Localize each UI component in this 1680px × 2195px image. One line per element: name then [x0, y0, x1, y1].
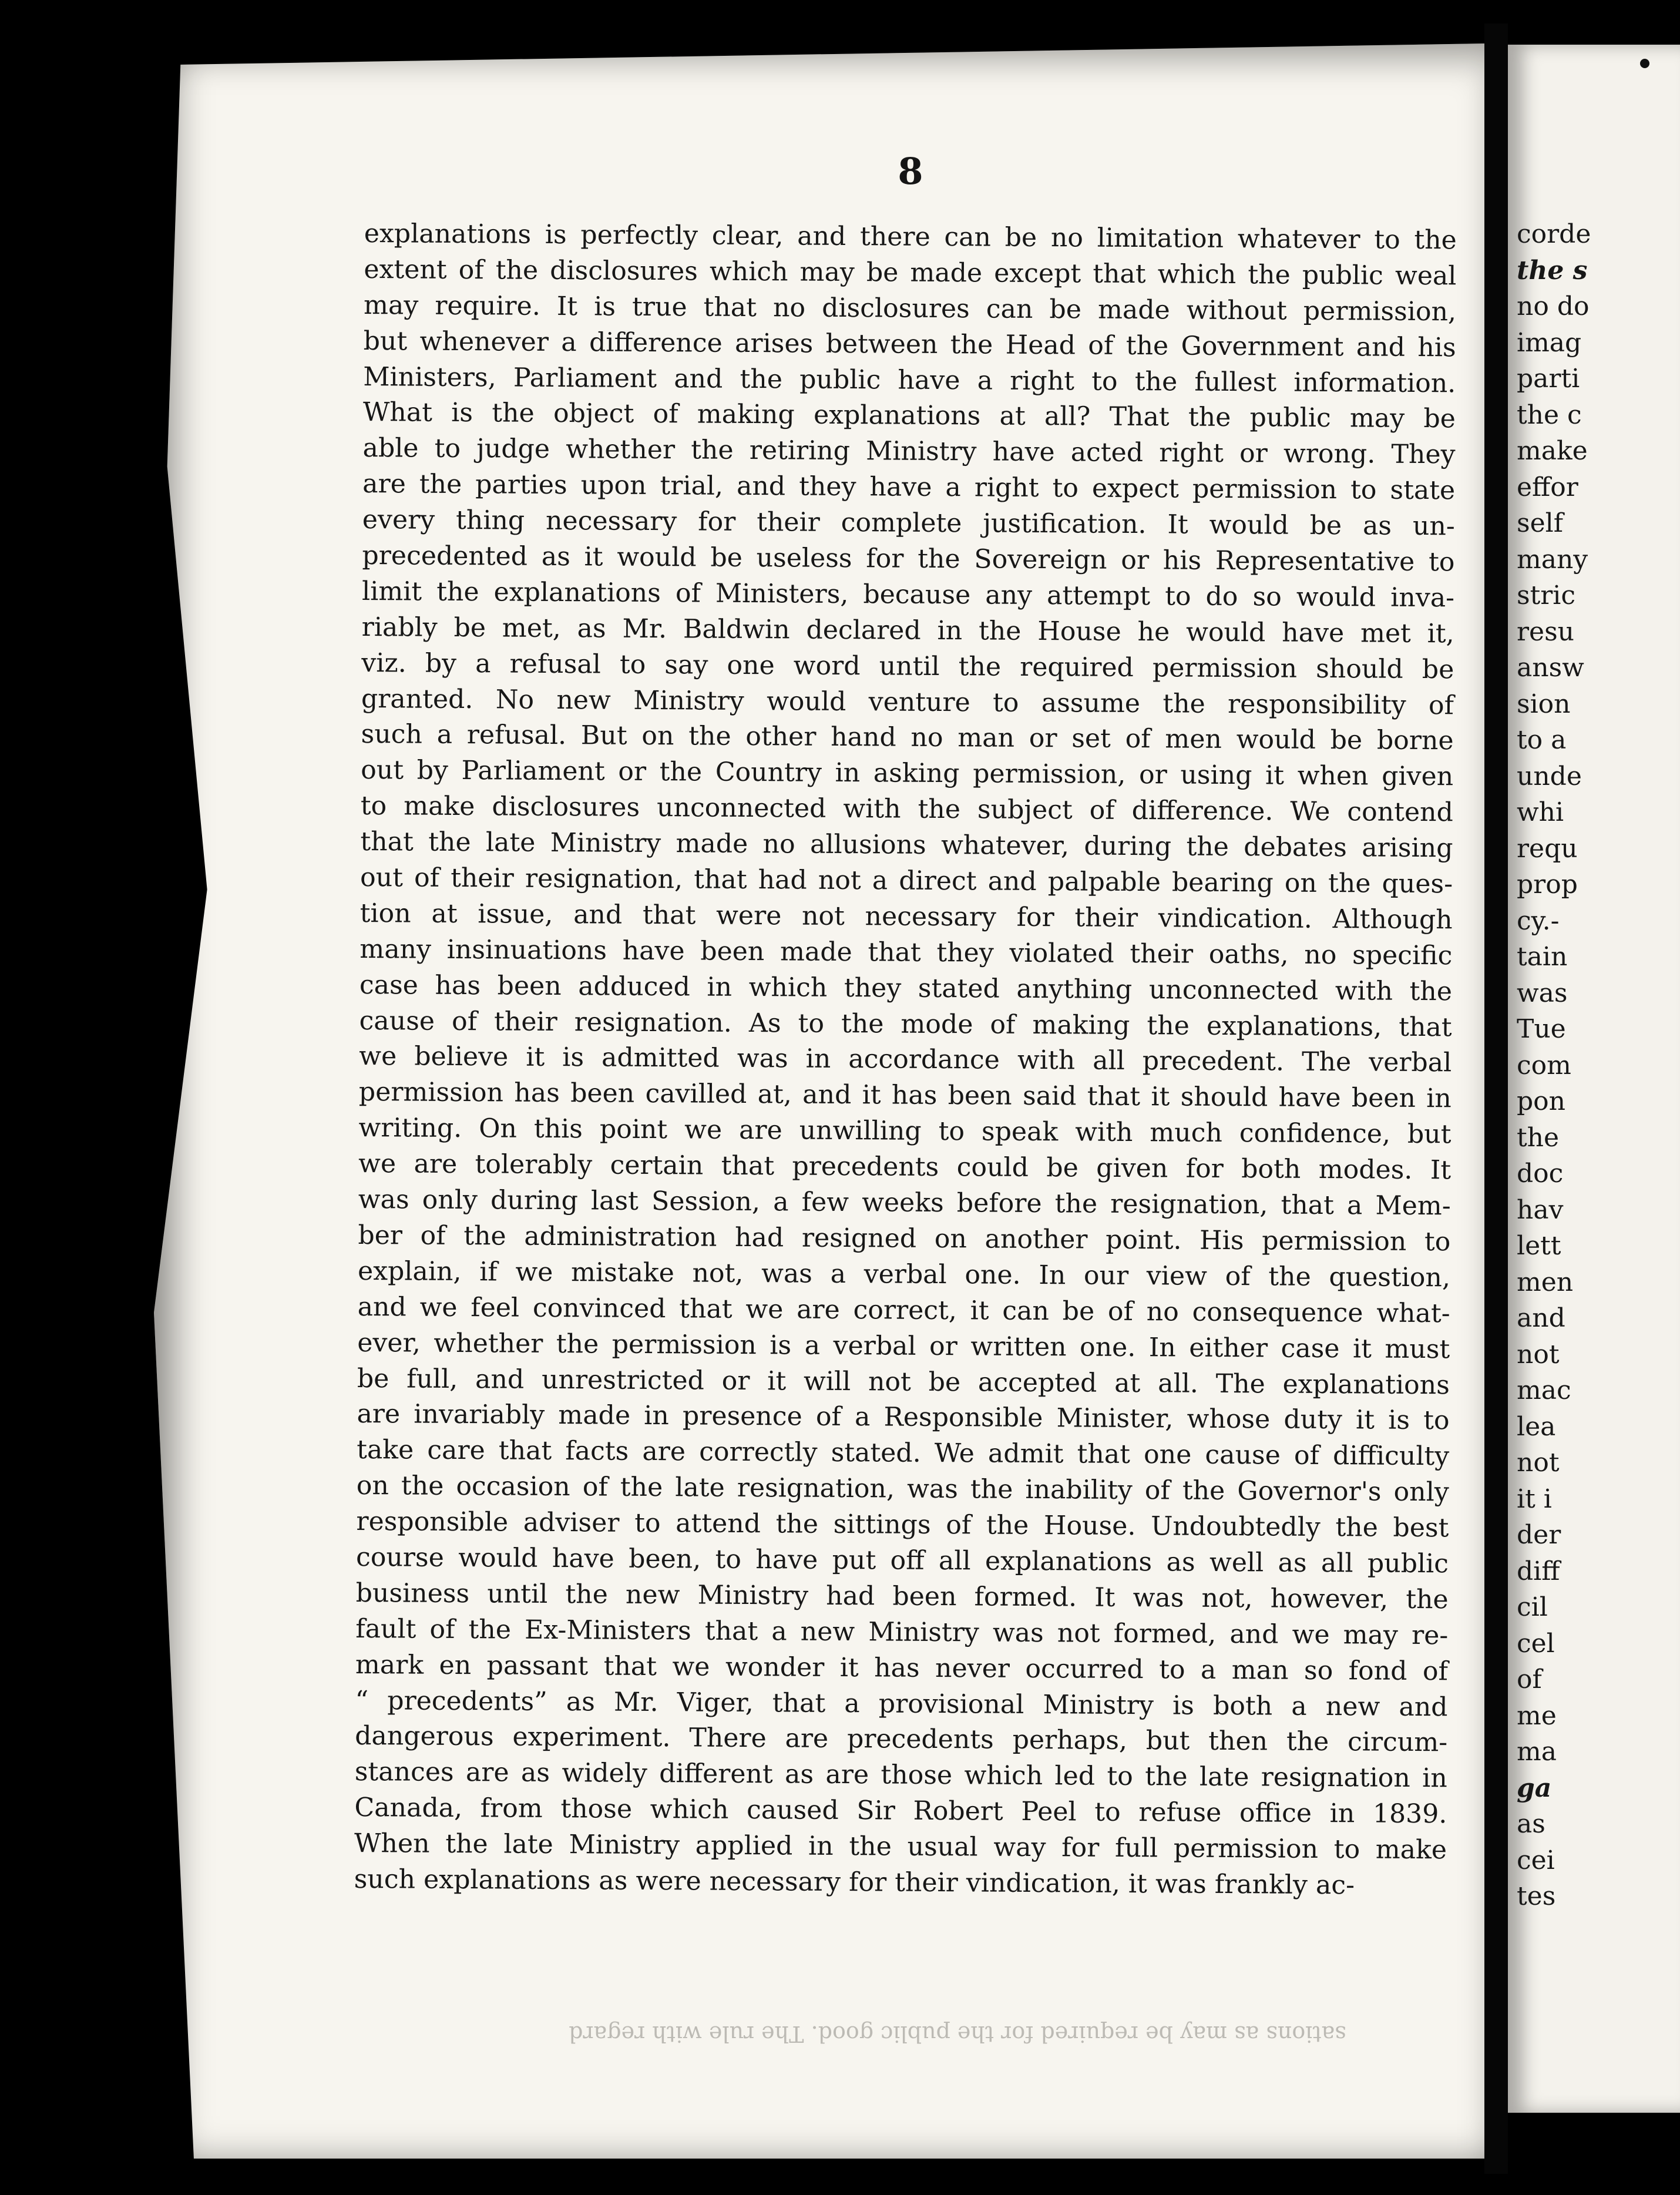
text-line: every thing necessary for their complete justification. It would be as un-: [362, 505, 1455, 542]
text-line: explanations is perfectly clear, and there can be no limitation whatever to the: [364, 218, 1457, 256]
facing-text-line: com: [1517, 1050, 1571, 1080]
text-line: are the parties upon trial, and they have a right to expect permission to state: [362, 469, 1456, 506]
text-line: be full, and unrestricted or it will not be accepted at all. The explanations: [357, 1363, 1450, 1400]
page-gutter: [1484, 24, 1508, 2174]
facing-text-line: ga: [1517, 1773, 1552, 1803]
text-line: mark en passant that we wonder it has never occurred to a man so fond of: [355, 1649, 1449, 1686]
text-line: such a refusal. But on the other hand no man or set of men would be borne: [361, 719, 1454, 756]
facing-text-line: as: [1517, 1809, 1545, 1839]
facing-text-line: mac: [1517, 1375, 1571, 1405]
facing-text-line: doc: [1517, 1159, 1564, 1189]
facing-text-line: unde: [1517, 761, 1582, 791]
text-line: case has been adduced in which they stated anything unconnected with the: [359, 969, 1453, 1007]
facing-text-line: effor: [1517, 472, 1578, 502]
text-line: viz. by a refusal to say one word until the required permission should be: [361, 647, 1454, 685]
facing-text-line: cil: [1517, 1592, 1548, 1622]
text-line: but whenever a difference arises between the Head of the Government and his: [363, 325, 1456, 363]
facing-text-line: pon: [1517, 1086, 1565, 1116]
text-line: was only during last Session, a few weeks before the resignation, that a Mem-: [358, 1184, 1451, 1221]
text-line: such explanations as were necessary for their vindication, it was frankly ac-: [354, 1864, 1355, 1901]
facing-text-line: of: [1517, 1664, 1542, 1694]
text-line: writing. On this point we are unwilling to speak with much confidence, but: [358, 1113, 1451, 1150]
facing-text-line: stric: [1517, 580, 1576, 610]
facing-text-line: me: [1517, 1700, 1557, 1731]
text-line: riably be met, as Mr. Baldwin declared in the House he would have met it,: [361, 612, 1454, 649]
body-text: [354, 216, 1457, 1904]
facing-text-line: whi: [1517, 797, 1564, 827]
facing-text-line: many: [1517, 544, 1588, 575]
facing-text-line: make: [1517, 436, 1588, 466]
text-line: and we feel convinced that we are correct, it can be of no consequence what-: [357, 1291, 1450, 1329]
facing-text-line: lea: [1517, 1411, 1556, 1442]
facing-text-line: hav: [1517, 1194, 1564, 1225]
facing-text-line: the c: [1517, 400, 1582, 430]
facing-page-text: [1517, 216, 1680, 1915]
text-line: Canada, from those which caused Sir Robert Peel to refuse office in 1839.: [354, 1793, 1447, 1830]
text-line: precedented as it would be useless for the Sovereign or his Representative to: [362, 541, 1455, 578]
facing-text-line: ma: [1517, 1737, 1557, 1767]
facing-text-line: corde: [1517, 219, 1591, 249]
facing-text-line: men: [1517, 1267, 1574, 1297]
text-line: we are tolerably certain that precedents could be given for both modes. It: [358, 1149, 1451, 1186]
facing-text-line: tes: [1517, 1881, 1556, 1911]
text-line: take care that facts are correctly stated. We admit that one cause of difficulty: [357, 1435, 1450, 1472]
text-line: on the occasion of the late resignation, was the inability of the Governor's only: [356, 1471, 1449, 1508]
facing-text-line: diff: [1517, 1556, 1560, 1586]
facing-text-line: tain: [1517, 942, 1568, 972]
facing-text-line: lett: [1517, 1231, 1561, 1261]
facing-text-line: imag: [1517, 327, 1582, 358]
show-through-line: sations as may be required for the public good. The rule with regard: [569, 2021, 1346, 2047]
text-line: explain, if we mistake not, was a verbal one. In our view of the question,: [357, 1256, 1451, 1293]
facing-text-line: not: [1517, 1339, 1560, 1370]
facing-text-line: prop: [1517, 870, 1578, 900]
facing-text-line: resu: [1517, 616, 1574, 647]
ink-dot: [1640, 59, 1649, 68]
page-number: 8: [898, 150, 923, 193]
text-line: fault of the Ex-Ministers that a new Ministry was not formed, and we may re-: [355, 1613, 1449, 1651]
text-line: business until the new Ministry had been formed. It was not, however, the: [355, 1578, 1449, 1615]
facing-text-line: Tue: [1517, 1014, 1566, 1044]
text-line: stances are as widely different as are those which led to the late resignation in: [354, 1757, 1447, 1794]
text-line: What is the object of making explanations at all? That the public may be: [362, 397, 1456, 434]
text-line: responsible adviser to attend the sittings of the House. Undoubtedly the best: [356, 1506, 1449, 1543]
text-line: out by Parliament or the Country in asking permission, or using it when given: [361, 755, 1454, 792]
text-line: extent of the disclosures which may be made except that which the public weal: [364, 254, 1457, 291]
facing-text-line: self: [1517, 508, 1563, 538]
text-line: out of their resignation, that had not a direct and palpable bearing on the ques-: [359, 862, 1453, 900]
text-line: dangerous experiment. There are precedents perhaps, but then the circum-: [355, 1721, 1448, 1758]
text-line: are invariably made in presence of a Responsible Minister, whose duty it is to: [357, 1399, 1450, 1436]
facing-text-line: cel: [1517, 1628, 1555, 1659]
facing-text-line: parti: [1517, 364, 1580, 394]
text-line: granted. No new Ministry would venture to assume the responsibility of: [361, 683, 1454, 720]
text-line: cause of their resignation. As to the mode of making the explanations, that: [359, 1005, 1452, 1042]
text-line: Ministers, Parliament and the public have a right to the fullest information.: [363, 361, 1456, 398]
text-line: “ precedents” as Mr. Viger, that a provisional Ministry is both a new and: [355, 1685, 1448, 1722]
facing-text-line: it i: [1517, 1484, 1552, 1514]
facing-text-line: cei: [1517, 1845, 1555, 1875]
facing-text-line: no do: [1517, 291, 1590, 321]
text-line: ever, whether the permission is a verbal or written one. In either case it must: [357, 1327, 1450, 1364]
text-line: limit the explanations of Ministers, because any attempt to do so would inva-: [361, 576, 1455, 613]
text-line: tion at issue, and that were not necessary for their vindication. Although: [359, 898, 1453, 935]
text-line: we believe it is admitted was in accordance with all precedent. The verbal: [359, 1041, 1452, 1078]
facing-text-line: requ: [1517, 833, 1578, 864]
text-line: When the late Ministry applied in the usual way for full permission to make: [354, 1828, 1447, 1865]
facing-text-line: der: [1517, 1520, 1561, 1550]
facing-text-line: was: [1517, 978, 1568, 1008]
text-line: may require. It is true that no disclosures can be made without permission,: [363, 290, 1457, 327]
facing-text-line: the: [1517, 1122, 1560, 1153]
facing-text-line: the s: [1517, 255, 1588, 286]
text-line: to make disclosures unconnected with the subject of difference. We contend: [360, 791, 1453, 828]
text-line: ber of the administration had resigned on another point. His permission to: [358, 1220, 1451, 1257]
text-line: able to judge whether the retiring Ministry have acted right or wrong. They: [362, 433, 1456, 470]
facing-text-line: cy.-: [1517, 905, 1560, 936]
facing-text-line: to a: [1517, 725, 1567, 755]
text-line: that the late Ministry made no allusions whatever, during the debates arising: [360, 827, 1453, 864]
text-line: permission has been cavilled at, and it has been said that it should have been in: [358, 1077, 1452, 1114]
text-line: many insinuations have been made that they violated their oaths, no specific: [359, 934, 1453, 971]
facing-text-line: and: [1517, 1303, 1565, 1333]
facing-text-line: sion: [1517, 689, 1571, 719]
text-line: course would have been, to have put off all explanations as well as all public: [355, 1542, 1449, 1579]
facing-text-line: answ: [1517, 653, 1584, 683]
facing-text-line: not: [1517, 1448, 1560, 1478]
